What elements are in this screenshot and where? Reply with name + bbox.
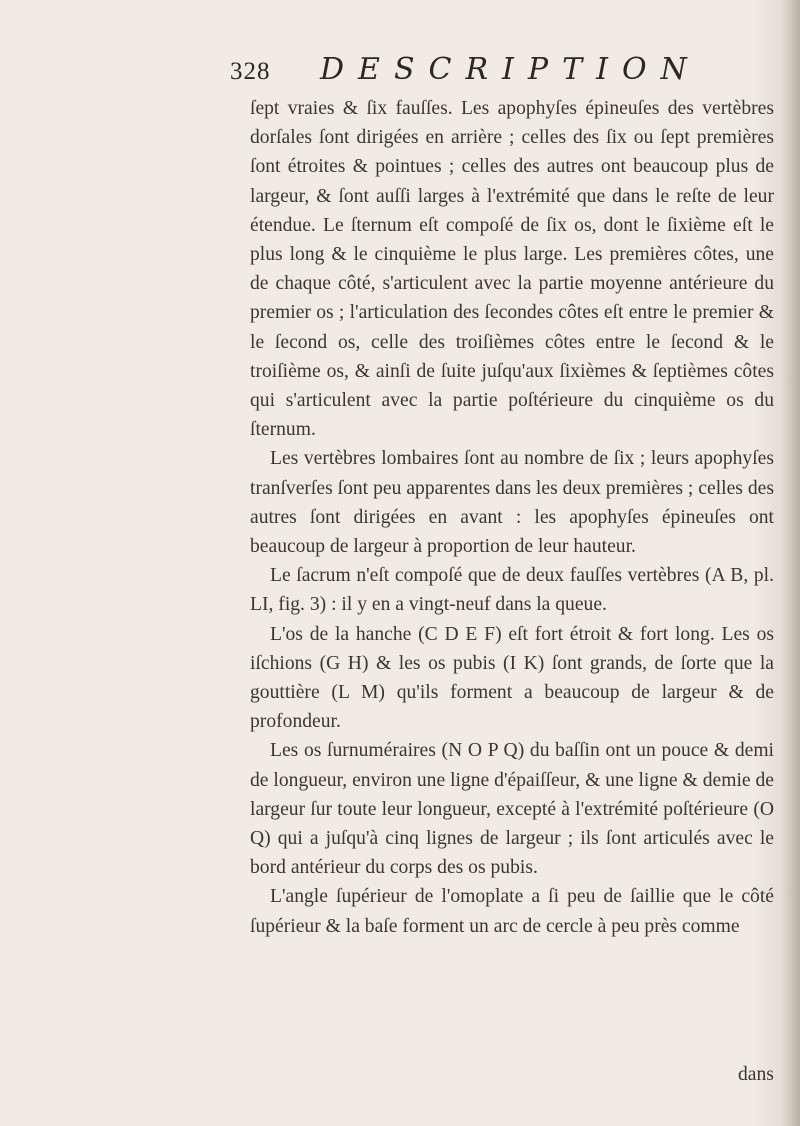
page-header (230, 52, 750, 92)
paragraph: Les os ſurnuméraires (N O P Q) du baſſin ont un pouce & demi de longueur, environ une ligne d'épaiſſeur, & une ligne & demie de largeur ſur toute leur longueur, excepté à l'extrémité poſtérieure (O Q) qui a juſqu'à cinq lignes de largeur ; ils ſont articulés avec le bord antérieur du corps des os pubis. (250, 740, 774, 879)
page-edge-shadow (782, 0, 800, 1126)
paragraph: L'angle ſupérieur de l'omoplate a ſi peu de ſaillie que le côté ſupérieur & la baſe forment un arc de cercle à peu près comme (250, 886, 774, 937)
paragraph: Le ſacrum n'eſt compoſé que de deux fauſſes vertèbres (A B, pl. LI, fig. 3) : il y en a vingt-neuf dans la queue. (250, 565, 774, 616)
paragraph: Les vertèbres lombaires ſont au nombre de ſix ; leurs apophyſes tranſverſes ſont peu apparentes dans les deux premières ; celles des autres ſont dirigées en avant : les apophyſes épineuſes ont beaucoup de largeur à proportion de leur hauteur. (250, 448, 774, 558)
paragraph: ſept vraies & ſix fauſſes. Les apophyſes épineuſes des vertèbres dorſales ſont dirigées en arrière ; celles des ſix ou ſept premières ſont étroites & pointues ; celles des autres ont beaucoup plus de largeur, & ſont auſſi larges à l'extrémité que dans le reſte de leur étendue. Le ſternum eſt compoſé de ſix os, dont le ſixième eſt le plus long & le cinquième le plus large. Les premières côtes, une de chaque côté, s'articulent avec la partie moyenne antérieure du premier os ; l'articulation des ſecondes côtes eſt entre le premier & le ſecond os, celle des troiſièmes côtes entre le ſecond & le troiſième os, & ainſi de ſuite juſqu'aux ſixièmes & ſeptièmes côtes qui s'articulent avec la partie poſtérieure du cinquième os du ſternum. (250, 98, 774, 441)
catchword: dans (738, 1064, 774, 1085)
page-number: 328 (230, 58, 271, 85)
body-text (250, 94, 774, 1084)
running-title: DESCRIPTION (320, 52, 701, 87)
paragraph: L'os de la hanche (C D E F) eſt fort étroit & fort long. Les os iſchions (G H) & les os pubis (I K) ſont grands, de ſorte que la gouttière (L M) qu'ils forment a beaucoup de largeur & de profondeur. (250, 623, 774, 733)
